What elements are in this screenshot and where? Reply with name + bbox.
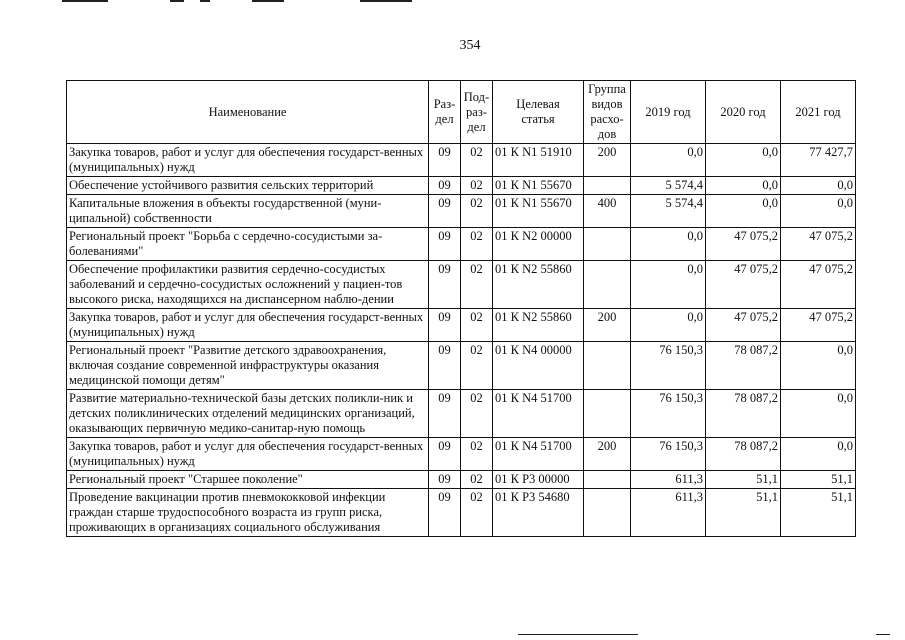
row-2020: 78 087,2 [706,390,781,438]
row-group [584,471,631,489]
row-name: Развитие материально-технической базы детских поликли-ник и детских поликлинических отделений медицинских организаций, оказывающих первичную медико-санитар-ную помощь [67,390,429,438]
scan-artifact-line [170,0,184,2]
row-group: 200 [584,438,631,471]
row-subsection: 02 [461,261,493,309]
row-target: 01 К Р3 54680 [493,489,584,537]
row-section: 09 [429,309,461,342]
row-name: Закупка товаров, работ и услуг для обеспечения государст-венных (муниципальных) нужд [67,438,429,471]
table-row [67,228,856,261]
row-2020: 78 087,2 [706,438,781,471]
row-2021: 0,0 [781,195,856,228]
row-section: 09 [429,261,461,309]
row-2020: 0,0 [706,195,781,228]
row-group [584,177,631,195]
scan-artifact-line [518,634,638,635]
col-header-name: Наименование [67,81,429,144]
row-section: 09 [429,438,461,471]
row-target: 01 К N4 00000 [493,342,584,390]
table-row [67,489,856,537]
table-row [67,342,856,390]
row-target: 01 К N1 51910 [493,144,584,177]
row-2021: 0,0 [781,177,856,195]
row-2021: 0,0 [781,438,856,471]
table-row [67,195,856,228]
row-group [584,390,631,438]
row-section: 09 [429,489,461,537]
row-group [584,489,631,537]
row-2021: 0,0 [781,390,856,438]
row-name: Региональный проект "Развитие детского здравоохранения, включая создание современной инфраструктуры оказания медицинской помощи детям" [67,342,429,390]
row-2020: 51,1 [706,471,781,489]
row-subsection: 02 [461,195,493,228]
page-number: 354 [459,38,481,53]
row-section: 09 [429,390,461,438]
scan-artifact-line [200,0,210,2]
row-name: Обеспечение устойчивого развития сельских территорий [67,177,429,195]
row-subsection: 02 [461,144,493,177]
row-2021: 51,1 [781,489,856,537]
row-2020: 47 075,2 [706,309,781,342]
scan-artifact-line [62,0,108,2]
row-2019: 0,0 [631,144,706,177]
row-2021: 0,0 [781,342,856,390]
row-name: Капитальные вложения в объекты государственной (муни-ципальной) собственности [67,195,429,228]
row-name: Закупка товаров, работ и услуг для обеспечения государст-венных (муниципальных) нужд [67,309,429,342]
row-target: 01 К N2 55860 [493,261,584,309]
row-group: 200 [584,144,631,177]
row-target: 01 К N2 00000 [493,228,584,261]
row-2021: 77 427,7 [781,144,856,177]
row-2019: 5 574,4 [631,177,706,195]
row-2020: 0,0 [706,144,781,177]
row-target: 01 К N2 55860 [493,309,584,342]
row-group [584,342,631,390]
col-header-subsection: Под- раз- дел [461,81,493,144]
row-target: 01 К N4 51700 [493,390,584,438]
col-header-target: Целевая статья [493,81,584,144]
row-section: 09 [429,195,461,228]
row-subsection: 02 [461,342,493,390]
row-2021: 47 075,2 [781,309,856,342]
table-row [67,261,856,309]
table-header-row [67,81,856,144]
scan-artifact-line [876,634,890,635]
row-subsection: 02 [461,471,493,489]
row-subsection: 02 [461,390,493,438]
table-row [67,177,856,195]
row-section: 09 [429,228,461,261]
row-2019: 76 150,3 [631,438,706,471]
row-section: 09 [429,471,461,489]
row-target: 01 К Р3 00000 [493,471,584,489]
row-group [584,261,631,309]
row-subsection: 02 [461,489,493,537]
budget-table [66,80,856,537]
table-row [67,438,856,471]
col-header-group: Группа видов расхо- дов [584,81,631,144]
row-name: Региональный проект "Старшее поколение" [67,471,429,489]
row-2019: 0,0 [631,261,706,309]
col-header-2020: 2020 год [706,81,781,144]
scan-artifact-line [360,0,412,2]
col-header-2021: 2021 год [781,81,856,144]
row-target: 01 К N4 51700 [493,438,584,471]
table-row [67,471,856,489]
row-2020: 78 087,2 [706,342,781,390]
table-row [67,309,856,342]
row-subsection: 02 [461,438,493,471]
row-subsection: 02 [461,228,493,261]
row-target: 01 К N1 55670 [493,195,584,228]
row-2019: 5 574,4 [631,195,706,228]
row-2020: 47 075,2 [706,228,781,261]
row-2019: 76 150,3 [631,390,706,438]
row-2020: 0,0 [706,177,781,195]
row-target: 01 К N1 55670 [493,177,584,195]
row-2019: 611,3 [631,471,706,489]
row-subsection: 02 [461,177,493,195]
row-group: 400 [584,195,631,228]
row-2021: 47 075,2 [781,261,856,309]
row-name: Проведение вакцинации против пневмококковой инфекции граждан старше трудоспособного возраста из групп риска, проживающих в организациях социального обслуживания [67,489,429,537]
row-2021: 47 075,2 [781,228,856,261]
row-name: Закупка товаров, работ и услуг для обеспечения государст-венных (муниципальных) нужд [67,144,429,177]
row-2019: 0,0 [631,309,706,342]
row-section: 09 [429,144,461,177]
row-2019: 611,3 [631,489,706,537]
row-2020: 47 075,2 [706,261,781,309]
row-group [584,228,631,261]
scan-artifact-line [252,0,284,2]
row-2019: 0,0 [631,228,706,261]
table-row [67,390,856,438]
row-name: Обеспечение профилактики развития сердечно-сосудистых заболеваний и сердечно-сосудистых осложнений у пациен-тов высокого риска, находящихся на диспансерном наблю-дении [67,261,429,309]
table-row [67,144,856,177]
row-section: 09 [429,177,461,195]
row-name: Региональный проект "Борьба с сердечно-сосудистыми за-болеваниями" [67,228,429,261]
row-group: 200 [584,309,631,342]
row-2020: 51,1 [706,489,781,537]
row-2019: 76 150,3 [631,342,706,390]
row-2021: 51,1 [781,471,856,489]
col-header-2019: 2019 год [631,81,706,144]
col-header-section: Раз- дел [429,81,461,144]
row-section: 09 [429,342,461,390]
row-subsection: 02 [461,309,493,342]
